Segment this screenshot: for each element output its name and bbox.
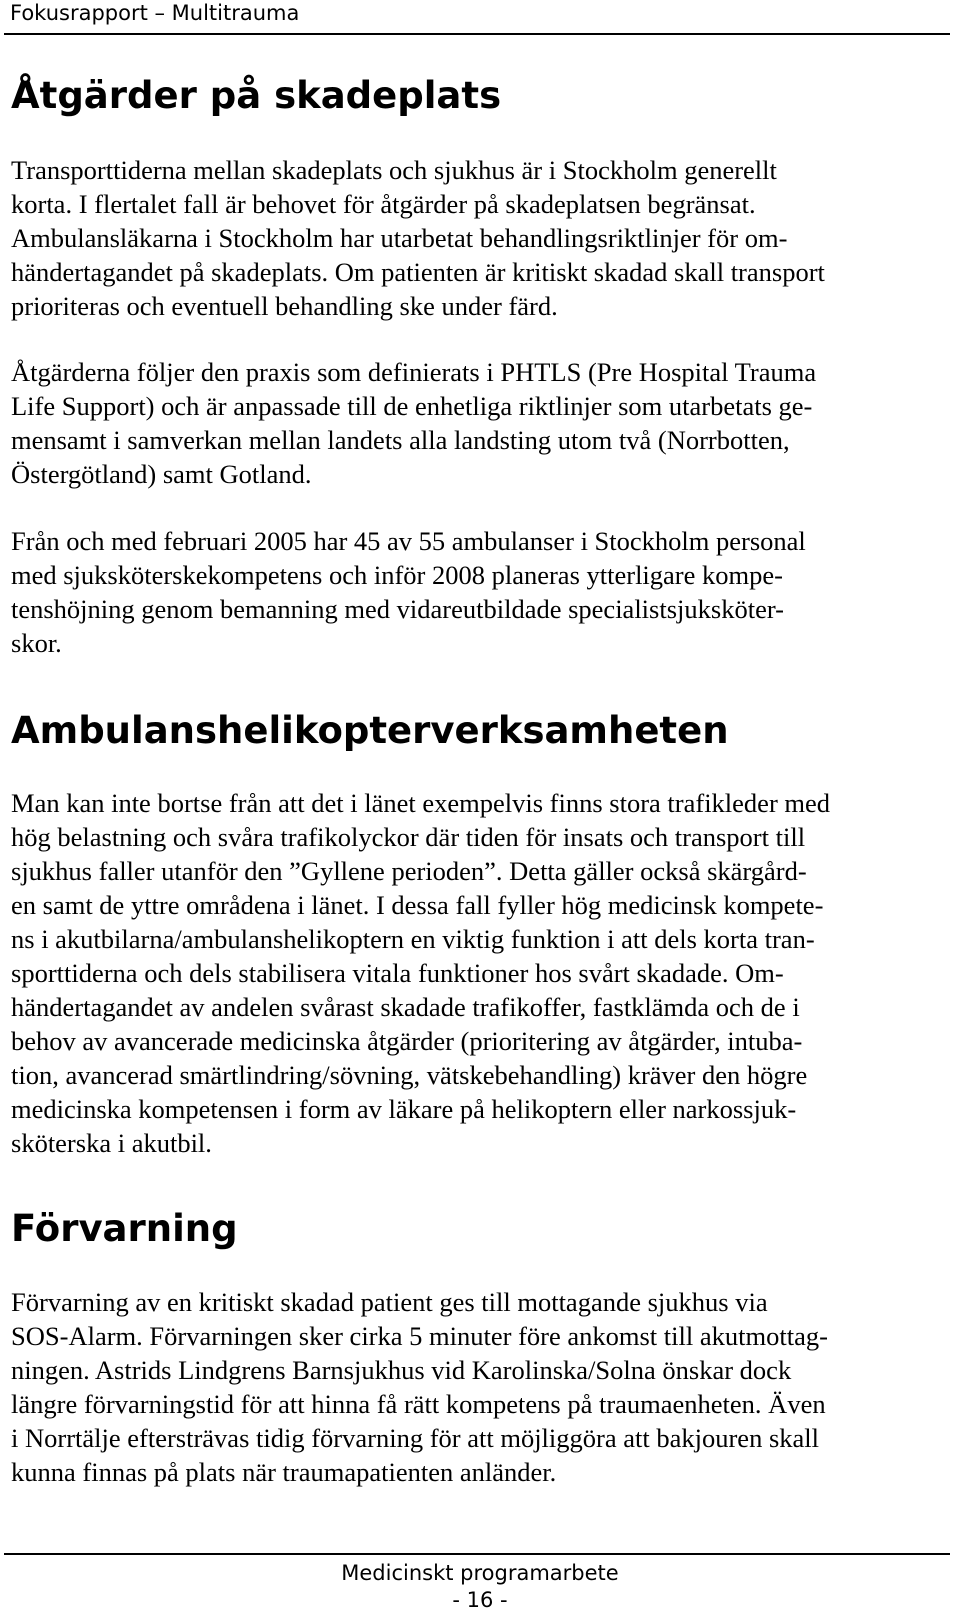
page-number: - 16 -: [452, 1588, 508, 1612]
text-line: händertagandet av andelen svårast skadade trafikoffer, fastklämda och de i: [11, 992, 800, 1022]
footer-program: Medicinskt programarbete: [341, 1561, 619, 1585]
text-line: tion, avancerad smärtlindring/sövning, vätskebehandling) kräver den högre: [11, 1060, 808, 1090]
text-line: med sjuksköterskekompetens och inför 2008 planeras ytterligare kompe-: [11, 560, 783, 590]
text-line: Transporttiderna mellan skadeplats och sjukhus är i Stockholm generellt: [11, 155, 777, 185]
text-line: sköterska i akutbil.: [11, 1128, 212, 1158]
text-line: SOS-Alarm. Förvarningen sker cirka 5 minuter före ankomst till akutmottag-: [11, 1321, 828, 1351]
text-line: i Norrtälje eftersträvas tidig förvarning för att möjliggöra att bakjouren skall: [11, 1423, 819, 1453]
text-line: medicinska kompetensen i form av läkare på helikoptern eller narkossjuk-: [11, 1094, 797, 1124]
text-line: Åtgärderna följer den praxis som definierats i PHTLS (Pre Hospital Trauma: [11, 357, 817, 387]
paragraph-forvarning: [11, 1285, 951, 1489]
text-line: Man kan inte bortse från att det i länet exempelvis finns stora trafikleder med: [11, 788, 831, 818]
section-heading-ambulanshelikopter: Ambulanshelikopterverksamheten: [11, 709, 729, 752]
running-header: Fokusrapport – Multitrauma: [10, 1, 300, 25]
section-heading-atgarder: Åtgärder på skadeplats: [11, 74, 502, 117]
text-line: tenshöjning genom bemanning med vidareutbildade specialistsjuksköter-: [11, 594, 784, 624]
text-line: sporttiderna och dels stabilisera vitala funktioner hos svårt skadade. Om-: [11, 958, 784, 988]
text-line: Ambulansläkarna i Stockholm har utarbetat behandlingsriktlinjer för om-: [11, 223, 788, 253]
paragraph-phtls: [11, 355, 951, 491]
text-line: längre förvarningstid för att hinna få rätt kompetens på traumaenheten. Även: [11, 1389, 826, 1419]
paragraph-ambulanser: [11, 524, 951, 660]
text-line: Från och med februari 2005 har 45 av 55 ambulanser i Stockholm personal: [11, 526, 806, 556]
paragraph-transporttider: [11, 153, 951, 323]
text-line: korta. I flertalet fall är behovet för åtgärder på skadeplatsen begränsat.: [11, 189, 756, 219]
text-line: kunna finnas på plats när traumapatienten anländer.: [11, 1457, 557, 1487]
text-line: ns i akutbilarna/ambulanshelikoptern en viktig funktion i att dels korta tran-: [11, 924, 815, 954]
text-line: mensamt i samverkan mellan landets alla landsting utom två (Norrbotten,: [11, 425, 790, 455]
text-line: händertagandet på skadeplats. Om patienten är kritiskt skadad skall transport: [11, 257, 825, 287]
text-line: ningen. Astrids Lindgrens Barnsjukhus vid Karolinska/Solna önskar dock: [11, 1355, 792, 1385]
text-line: Östergötland) samt Gotland.: [11, 459, 312, 489]
text-line: Förvarning av en kritiskt skadad patient ges till mottagande sjukhus via: [11, 1287, 768, 1317]
text-line: sjukhus faller utanför den ”Gyllene perioden”. Detta gäller också skärgård-: [11, 856, 807, 886]
section-heading-forvarning: Förvarning: [11, 1207, 238, 1250]
text-line: behov av avancerade medicinska åtgärder (prioritering av åtgärder, intuba-: [11, 1026, 803, 1056]
paragraph-helikopter: [11, 786, 951, 1160]
text-line: skor.: [11, 628, 62, 658]
header-divider: [4, 33, 950, 35]
text-line: en samt de yttre områdena i länet. I dessa fall fyller hög medicinsk kompete-: [11, 890, 824, 920]
text-line: Life Support) och är anpassade till de enhetliga riktlinjer som utarbetats ge-: [11, 391, 813, 421]
text-line: prioriteras och eventuell behandling ske under färd.: [11, 291, 558, 321]
text-line: hög belastning och svåra trafikolyckor där tiden för insats och transport till: [11, 822, 806, 852]
footer-divider: [4, 1553, 950, 1555]
